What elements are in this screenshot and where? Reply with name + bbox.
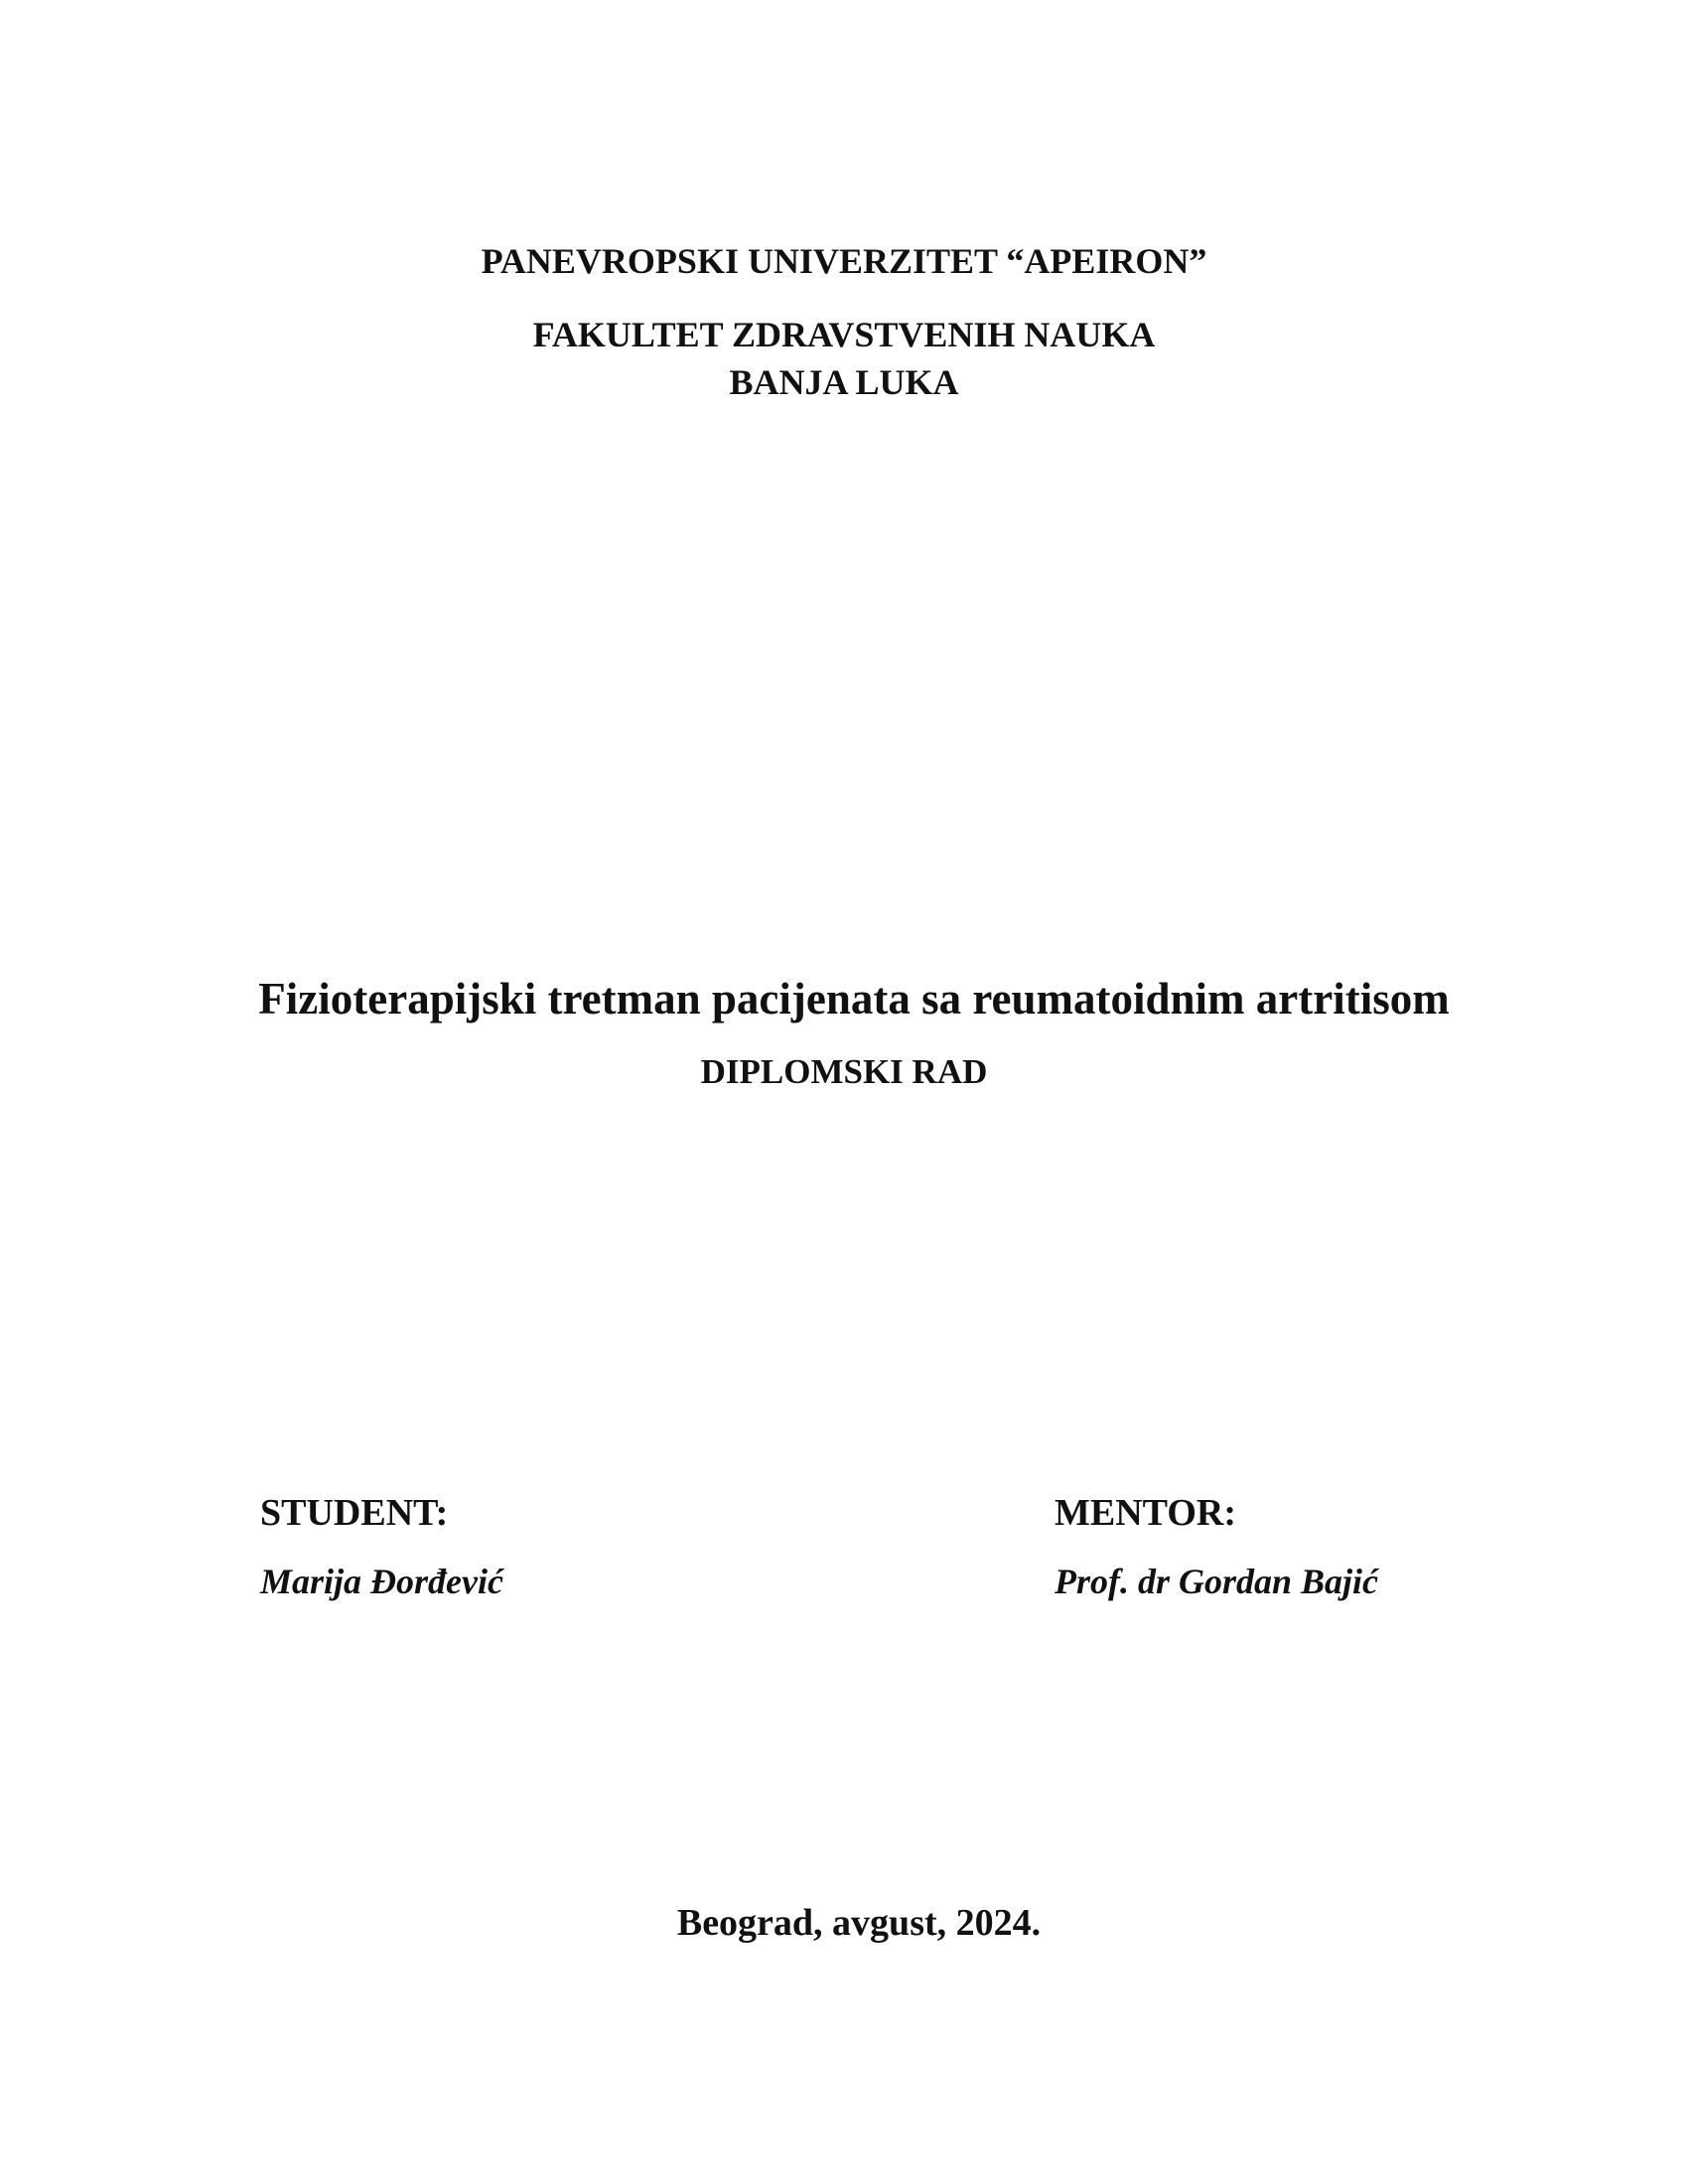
- city-name: BANJA LUKA: [729, 362, 959, 402]
- university-name: PANEVROPSKI UNIVERZITET “APEIRON”: [481, 241, 1207, 281]
- faculty-name: FAKULTET ZDRAVSTVENIH NAUKA: [532, 315, 1156, 354]
- mentor-label: MENTOR:: [1055, 1492, 1236, 1534]
- student-name: Marija Đorđević: [260, 1562, 503, 1601]
- place-and-date: Beograd, avgust, 2024.: [676, 1902, 1042, 1944]
- thesis-type: DIPLOMSKI RAD: [700, 1052, 988, 1091]
- mentor-name: Prof. dr Gordan Bajić: [1055, 1562, 1379, 1601]
- student-label: STUDENT:: [260, 1492, 449, 1534]
- thesis-title: Fizioterapijski tretman pacijenata sa reumatoidnim artritisom: [258, 974, 1450, 1024]
